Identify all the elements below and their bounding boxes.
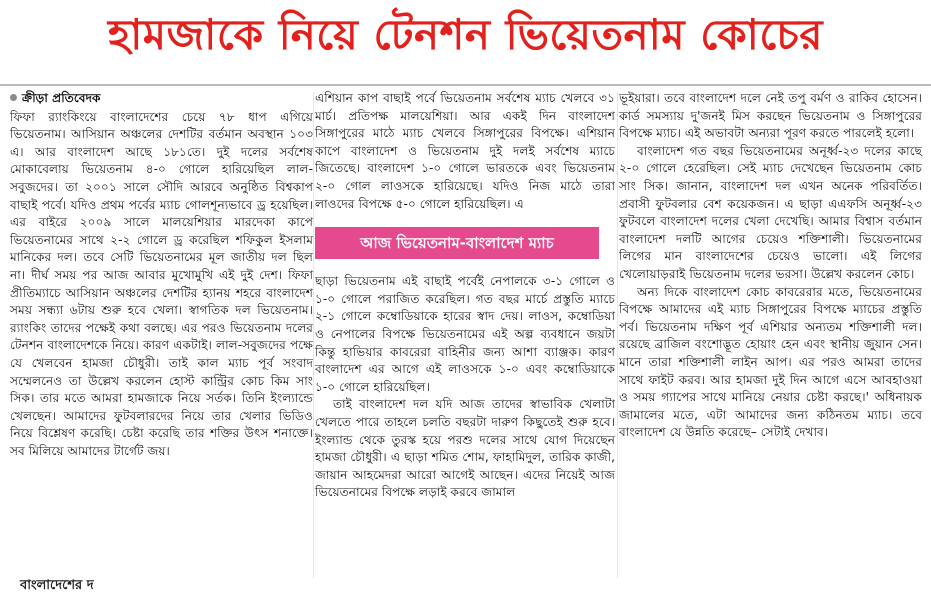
subheading-banner: আজ ভিয়েতনাম-বাংলাদেশ ম্যাচ [315, 227, 599, 259]
column-divider [617, 92, 618, 578]
bullet-icon [10, 94, 17, 101]
cut-off-text: বাংলাদেশের দ [20, 578, 94, 593]
paragraph: অন্য দিকে বাংলাদেশ কোচ কাবরেরার মতে, ভিয়েতনামের বিপক্ষে আমাদের এই ম্যাচ সিঙ্গাপুরের বিপক্ষে ম্যাচের প্রস্তুতি পর্ব। ভিয়েতনাম দক্ষিণ পূর্ব এশিয়ার অন্যতম শক্তিশালী দল। রয়েছে ব্রাজিল বংশোদ্ভূত হোয়াং হেন এবং স্থানীয় জুয়ান সেন। মানে তারা শক্তিশালী লাইন আপ। এর পরও আমরা তাদের সাথে ফাইট করব। আর হামজা দুই দিন আগে এসে আবহাওয়া ও সময় গ্যাপের সাথে মানিয়ে নেয়ার চেষ্টা করছে।' অধিনায়ক জামালের মতে, এটা আমাদের জন্য কঠিনতম ম্যাচ। তবে বাংলাদেশ যে উন্নতি করেছে– সেটাই দেখাব। [619, 284, 922, 440]
byline [10, 90, 313, 108]
headline: হামজাকে নিয়ে টেনশন ভিয়েতনাম কোচের [108, 10, 823, 59]
column-divider [313, 92, 314, 578]
paragraph: ফিফা র‍্যাংকিংয়ে বাংলাদেশের চেয়ে ৭৮ ধাপ এগিয়ে ভিয়েতনাম। আসিয়ান অঞ্চলের দেশটির বর্তমান অবস্থান ১০৩ এ। আর বাংলাদেশ আছে ১৮১তে। দুই দলের সর্বশেষ মোকাবেলায় ভিয়েতনাম ৪-০ গোলে হারিয়েছিল লাল-সবুজদের। তা ২০০১ সালে সৌদি আরবে অনুষ্ঠিত বিশ্বকাপ বাছাই পর্বে। যদিও প্রথম পর্বের ম্যাচ গোলশূন্যভাবে ড্র হয়েছিল। এর বাইরে ২০০৯ সালে মালয়েশিয়ার মারদেকা কাপে ভিয়েতনামের সাথে ২-২ গোলে ড্র করেছিল শফিকুল ইসলাম মানিকের দল। তবে সেটি ভিয়েতনামের মূল জাতীয় দল ছিল না। দীর্ঘ সময় পর আজ আবার মুখোমুখি এই দুই দেশ। ফিফা প্রীতিম্যাচে আসিয়ান অঞ্চলের দেশটির হ্যানয় শহরে বাংলাদেশ সময় সন্ধ্যা ৬টায় শুরু হবে খেলা। স্বাগতিক দল ভিয়েতনাম। র‍্যাংকিং তাদের পক্ষেই কথা বলছে। এর পরও ভিয়েতনাম দলের টেনশন বাংলাদেশকে নিয়ে। কারণ একটাই। লাল-সবুজদের পক্ষে যে খেলবেন হামজা চৌধুরী। তাই কাল ম্যাচ পূর্ব সংবাদ সম্মেলনেও তা উল্লেখ করলেন হোস্ট কান্ট্রির কোচ কিম সাং সিক। তার মতে আমরা হামজাকে নিয়ে সর্তক। তিনি ইংল্যান্ডে খেলছেন। আমাদের ফুটবলারদের নিয়ে তার খেলার ভিডিও নিয়ে বিশ্লেষণ করেছি। চেষ্টা করেছি তার শক্তির উৎস শনাক্তে। সব মিলিয়ে আমাদের টার্গেট জয়। [10, 109, 313, 458]
article-column-3 [619, 90, 922, 442]
headline-rule [0, 84, 931, 86]
byline-text: ক্রীড়া প্রতিবেদক [22, 91, 101, 105]
article-column-2 [315, 90, 615, 502]
article-column-1 [10, 90, 313, 460]
paragraph: ছাড়া ভিয়েতনাম এই বাছাই পর্বেই নেপালকে ৩-১ গোলে ও ১-০ গোলে পরাজিত করেছিল। গত বছর মার্চে প্রস্তুতি ম্যাচে ২-১ গোলে কম্বোডিয়াকে হারের স্বাদ দেয়। লাওস, কম্বোডিয়া ও নেপালের বিপক্ষে ভিয়েতনামের এই অল্প ব্যবধানে জয়টা কিন্তু হাভিয়ার কাবরেরা বাহিনীর জন্য আশা ব্যাঞ্জক। কারণ বাংলাদেশ এর আগে এই লাওসকে ১-০ এবং কম্বোডিয়াকে ১-০ গোলে হারিয়েছিল। [315, 274, 615, 394]
paragraph: এশিয়ান কাপ বাছাই পর্বে ভিয়েতনাম সর্বশেষ ম্যাচ খেলবে ৩১ মার্চ। প্রতিপক্ষ মালয়েশিয়া। আর একই দিন বাংলাদেশ সিঙ্গাপুরের মাঠে ম্যাচ খেলবে সিঙ্গাপুরের বিপক্ষে। এশিয়ান কাপে বাংলাদেশ ও ভিয়েতনাম দুই দলই সর্বশেষ ম্যাচে জিতেছে। বাংলাদেশ ১-০ গোলে ভারতকে এবং ভিয়েতনাম ২-০ গোল লাওসকে হারিয়েছে। যদিও নিজ মাঠে তারা লাওদের বিপক্ষে ৫-০ গোলে হারিয়েছিল। এ [315, 91, 615, 211]
paragraph: বাংলাদেশ গত বছর ভিয়েতনামের অনূর্ধ্ব-২৩ দলের কাছে ২-০ গোলে হেরেছিল। সেই ম্যাচ দেখেছেন ভিয়েতনাম কোচ সাং সিক। জানান, বাংলাদেশ দল এখন অনেক পরিবর্তিত। প্রবাসী ফুটবলার বেশ কয়েকজন। এ ছাড়া এএফসি অনূর্ধ্ব-২৩ ফুটবলে বাংলাদেশ দলের খেলা দেখেছি। আমার বিশ্বাস বর্তমান বাংলাদেশ দলটি আগের চেয়েও শক্তিশালী। ভিয়েতনামের লিগের মান বাংলাদেশের চেয়েও ভালো। এই লিগের খেলোয়াড়রাই ভিয়েতনাম দলের ভরসা। উল্লেখ করলেন কোচ। [619, 143, 922, 281]
paragraph: তাই বাংলাদেশ দল যদি আজ তাদের স্বাভাবিক খেলাটা খেলতে পারে তাহলে চলতি বছরটা দারুণ কিছুতেই শুরু হবে। ইংল্যান্ড থেকে তুরস্ক হয়ে পরশু দলের সাথে যোগ দিয়েছেন হামজা চৌধুরী। এ ছাড়া শমিত শোম, ফাহামিদুল, তারিক কাজী, জায়ান আহমেদরা আরো আগেই আছেন। এদের নিয়েই আজ ভিয়েতনামের বিপক্ষে লড়াই করবে জামাল [315, 397, 615, 500]
paragraph: ভূইয়ারা। তবে বাংলাদেশ দলে নেই তপু বর্মণ ও রাকিব হোসেন। কার্ড সমস্যায় দু'জনই মিস করছেন ভিয়েতনাম ও সিঙ্গাপুরের বিপক্ষে ম্যাচ। এই অভাবটা অন্যরা পূরণ করতে পারলেই হলো। [619, 91, 922, 141]
